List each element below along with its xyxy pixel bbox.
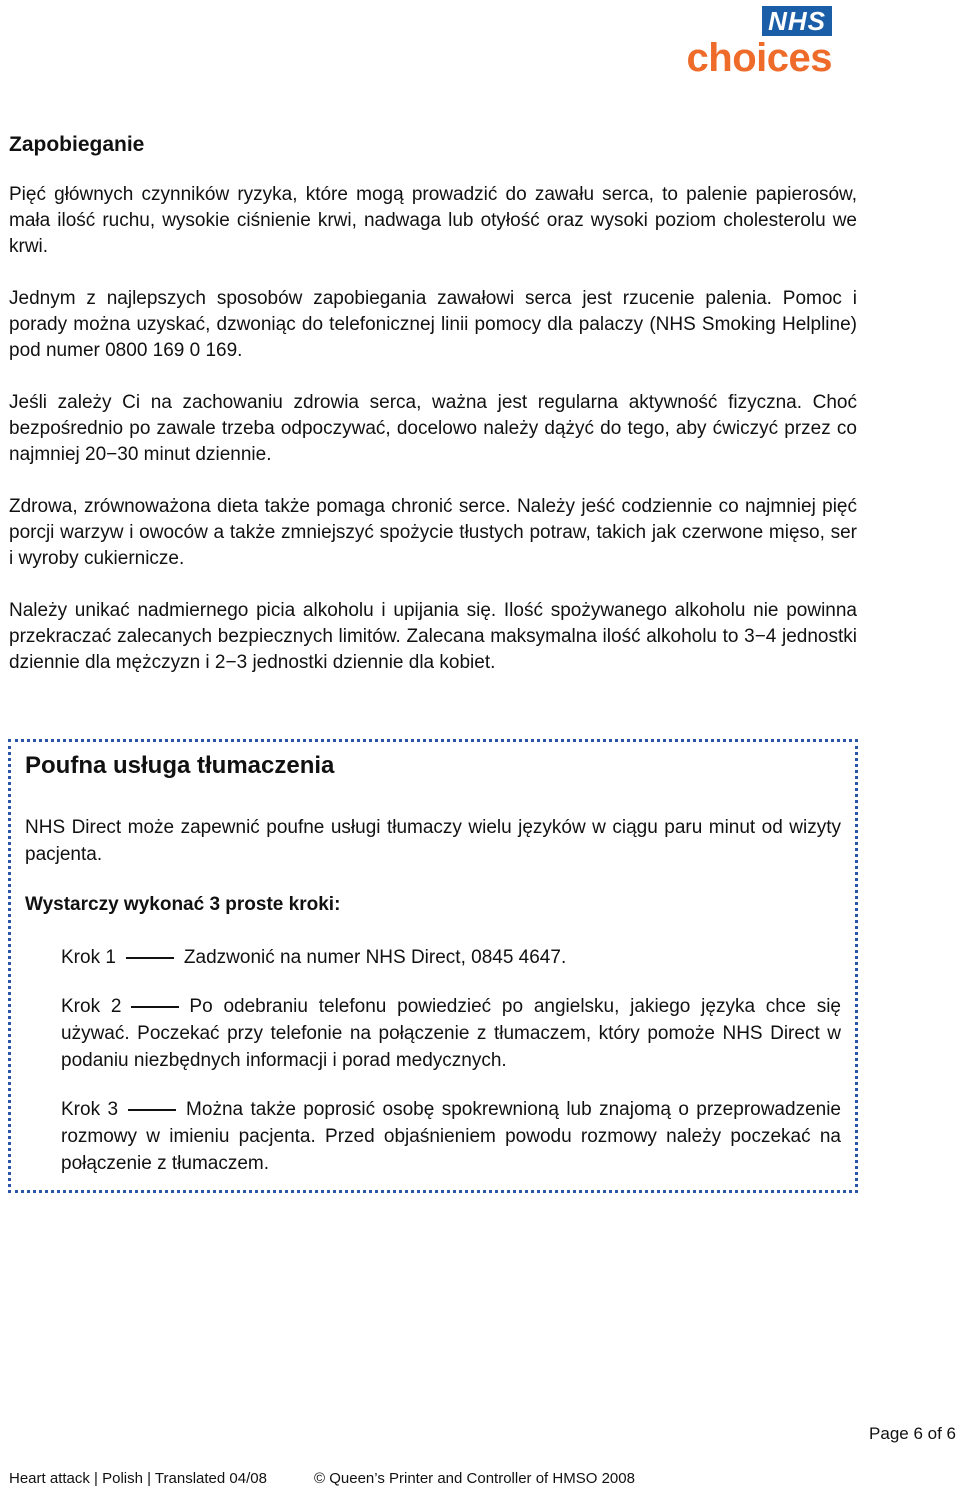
dash-divider [131, 1006, 179, 1008]
step-text: Po odebraniu telefonu powiedzieć po angielsku, jakiego języka chce się używać. Poczekać przy telefonie na połączenie z tłumaczem, który pomoże NHS Direct w podaniu niezbędnych informacji i porad medycznych. [61, 996, 841, 1071]
step-label: Krok 2 [61, 996, 122, 1017]
translation-service-box [8, 739, 858, 1193]
step-3 [61, 1096, 841, 1177]
step-label: Krok 3 [61, 1099, 119, 1120]
box-intro: NHS Direct może zapewnić poufne usługi tłumaczy wielu języków w ciągu paru minut od wizyty pacjenta. [25, 817, 841, 865]
section-title: Zapobieganie [9, 133, 145, 156]
paragraph-smoking: Jednym z najlepszych sposobów zapobiegania zawałowi serca jest rzucenie palenia. Pomoc i porady można uzyskać, dzwoniąc do telefonicznej linii pomocy dla palaczy (NHS Smoking Helpline) pod numer 0800 169 0 169. [9, 288, 857, 361]
main-content [9, 130, 857, 702]
step-text: Zadzwonić na numer NHS Direct, 0845 4647. [183, 947, 567, 968]
footer-left: Heart attack | Polish | Translated 04/08 [9, 1470, 267, 1487]
step-2 [61, 993, 841, 1074]
step-label: Krok 1 [61, 947, 116, 968]
step-1 [61, 944, 841, 971]
paragraph-risk-factors: Pięć głównych czynników ryzyka, które mogą prowadzić do zawału serca, to palenie papierosów, mała ilość ruchu, wysokie ciśnienie krwi, nadwaga lub otyłość oraz wysoki poziom cholesterolu we krwi. [9, 184, 857, 257]
box-title: Poufna usługa tłumaczenia [25, 752, 335, 779]
footer [9, 1470, 635, 1487]
nhs-logo-mark: NHS [762, 6, 832, 36]
page-number: Page 6 of 6 [869, 1424, 956, 1443]
nhs-choices-logo [678, 6, 832, 80]
steps-heading: Wystarczy wykonać 3 proste kroki: [25, 894, 341, 915]
dash-divider [128, 1109, 176, 1111]
choices-logo-text: choices [686, 36, 832, 80]
footer-copyright: © Queen’s Printer and Controller of HMSO 2008 [314, 1470, 635, 1487]
dash-divider [126, 957, 174, 959]
paragraph-diet: Zdrowa, zrównoważona dieta także pomaga chronić serce. Należy jeść codziennie co najmniej pięć porcji warzyw i owoców a także zmniejszyć spożycie tłustych potraw, takich jak czerwone mięso, ser i wyroby cukiernicze. [9, 496, 857, 569]
paragraph-activity: Jeśli zależy Ci na zachowaniu zdrowia serca, ważna jest regularna aktywność fizyczna. Choć bezpośrednio po zawale trzeba odpoczywać, docelowo należy dążyć do tego, aby ćwiczyć przez co najmniej 20−30 minut dziennie. [9, 392, 857, 465]
step-text: Można także poprosić osobę spokrewnioną lub znajomą o przeprowadzenie rozmowy w imieniu pacjenta. Przed objaśnieniem powodu rozmowy należy poczekać na połączenie z tłumaczem. [61, 1099, 841, 1174]
paragraph-alcohol: Należy unikać nadmiernego picia alkoholu i upijania się. Ilość spożywanego alkoholu nie powinna przekraczać zalecanych bezpiecznych limitów. Zalecana maksymalna ilość alkoholu to 3−4 jednostki dziennie dla mężczyzn i 2−3 jednostki dziennie dla kobiet. [9, 600, 857, 673]
